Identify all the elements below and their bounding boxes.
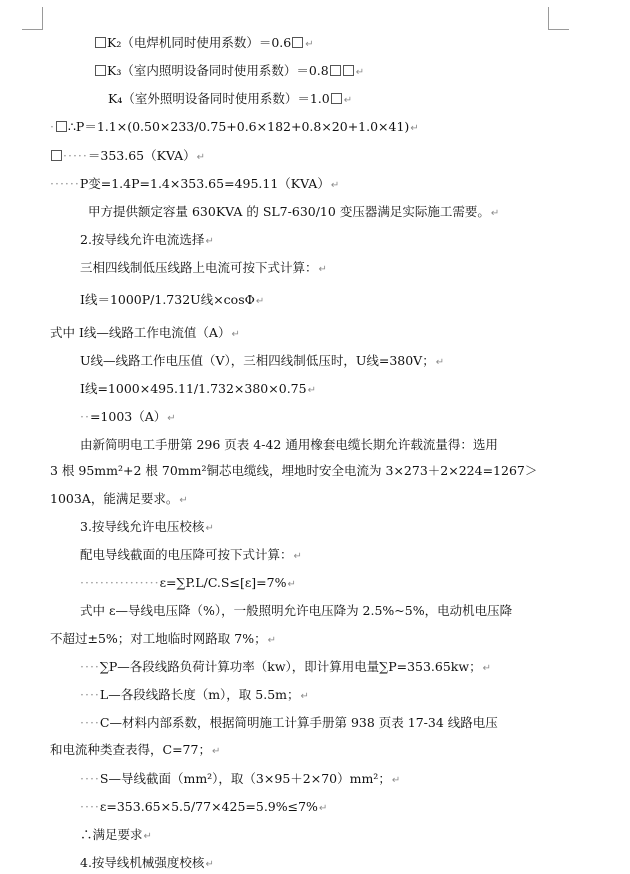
checkbox-symbol	[51, 150, 62, 161]
doc-line-30: 4.按导线机械强度校核↵	[80, 855, 214, 870]
checkbox-symbol	[95, 65, 106, 76]
doc-line-28: ····ε=353.65×5.5/77×425=5.9%≤7%↵	[80, 799, 328, 814]
doc-line-15: 由新简明电工手册第 296 页表 4-42 通用橡套电缆长期允许载流量得：选用	[80, 437, 498, 452]
doc-line-6: ······P变=1.4P=1.4×353.65=495.11（KVA）↵	[50, 176, 340, 191]
doc-line-20: ················ε=∑P.L/C.S≤[ε]=7%↵	[80, 575, 296, 590]
doc-line-17: 1003A，能满足要求。↵	[50, 491, 188, 506]
doc-line-25: ····C—材料内部系数，根据简明施工计算手册第 938 页表 17-34 线路电压	[80, 715, 498, 730]
doc-line-19: 配电导线截面的电压降可按下式计算：↵	[80, 547, 302, 562]
doc-line-5: ·····＝353.65（KVA）↵	[50, 148, 205, 164]
doc-line-23: ····∑P—各段线路负荷计算功率（kw），即计算用电量∑P=353.65kw；↵	[80, 659, 491, 674]
doc-line-4: · ∴P＝1.1×(0.50×233/0.75+0.6×182+0.8×20+1.0×41)↵	[50, 119, 419, 134]
doc-line-10: I线＝1000P/1.732U线×cosΦ↵	[80, 292, 265, 307]
page-corner-mark-top-right	[548, 7, 569, 30]
doc-line-22: 不超过±5%；对工地临时网路取 7%；↵	[50, 631, 276, 646]
doc-line-12: U线—线路工作电压值（V），三相四线制低压时，U线=380V；↵	[80, 353, 445, 368]
doc-line-29: ∴满足要求↵	[80, 827, 152, 842]
doc-line-21: 式中 ε—导线电压降（%），一般照明允许电压降为 2.5%~5%，电动机电压降	[80, 603, 513, 618]
doc-line-7: 甲方提供额定容量 630KVA 的 SL7-630/10 变压器满足实际施工需要。↵	[88, 204, 500, 219]
doc-line-26: 和电流种类查表得，C=77；↵	[50, 742, 221, 757]
doc-line-3: K₄（室外照明设备同时使用系数）＝1.0 ↵	[108, 91, 353, 106]
checkbox-symbol	[343, 65, 354, 76]
checkbox-symbol	[331, 93, 342, 104]
doc-line-2: K₃（室内照明设备同时使用系数）＝0.8 ↵	[94, 63, 364, 79]
checkbox-symbol	[95, 37, 106, 48]
doc-line-16: 3 根 95mm²+2 根 70mm²铜芯电缆线，埋地时安全电流为 3×273＋2×224=1267＞	[50, 463, 538, 478]
doc-line-14: ··=1003（A）↵	[80, 409, 176, 424]
checkbox-symbol	[292, 37, 303, 48]
doc-line-1: K₂（电焊机同时使用系数）＝0.6 ↵	[94, 35, 314, 51]
doc-line-9: 三相四线制低压线路上电流可按下式计算：↵	[80, 260, 327, 275]
doc-line-11: 式中 I线—线路工作电流值（A）↵	[50, 325, 240, 340]
doc-line-13: I线=1000×495.11/1.732×380×0.75↵	[80, 381, 316, 396]
page-corner-mark-top-left	[22, 7, 43, 30]
doc-line-24: ····L—各段线路长度（m），取 5.5m；↵	[80, 687, 309, 702]
checkbox-symbol	[330, 65, 341, 76]
doc-line-18: 3.按导线允许电压校核↵	[80, 519, 214, 534]
doc-line-8: 2.按导线允许电流选择↵	[80, 232, 214, 247]
doc-line-27: ····S—导线截面（mm²），取（3×95＋2×70）mm²；↵	[80, 771, 401, 786]
checkbox-symbol	[56, 121, 67, 132]
